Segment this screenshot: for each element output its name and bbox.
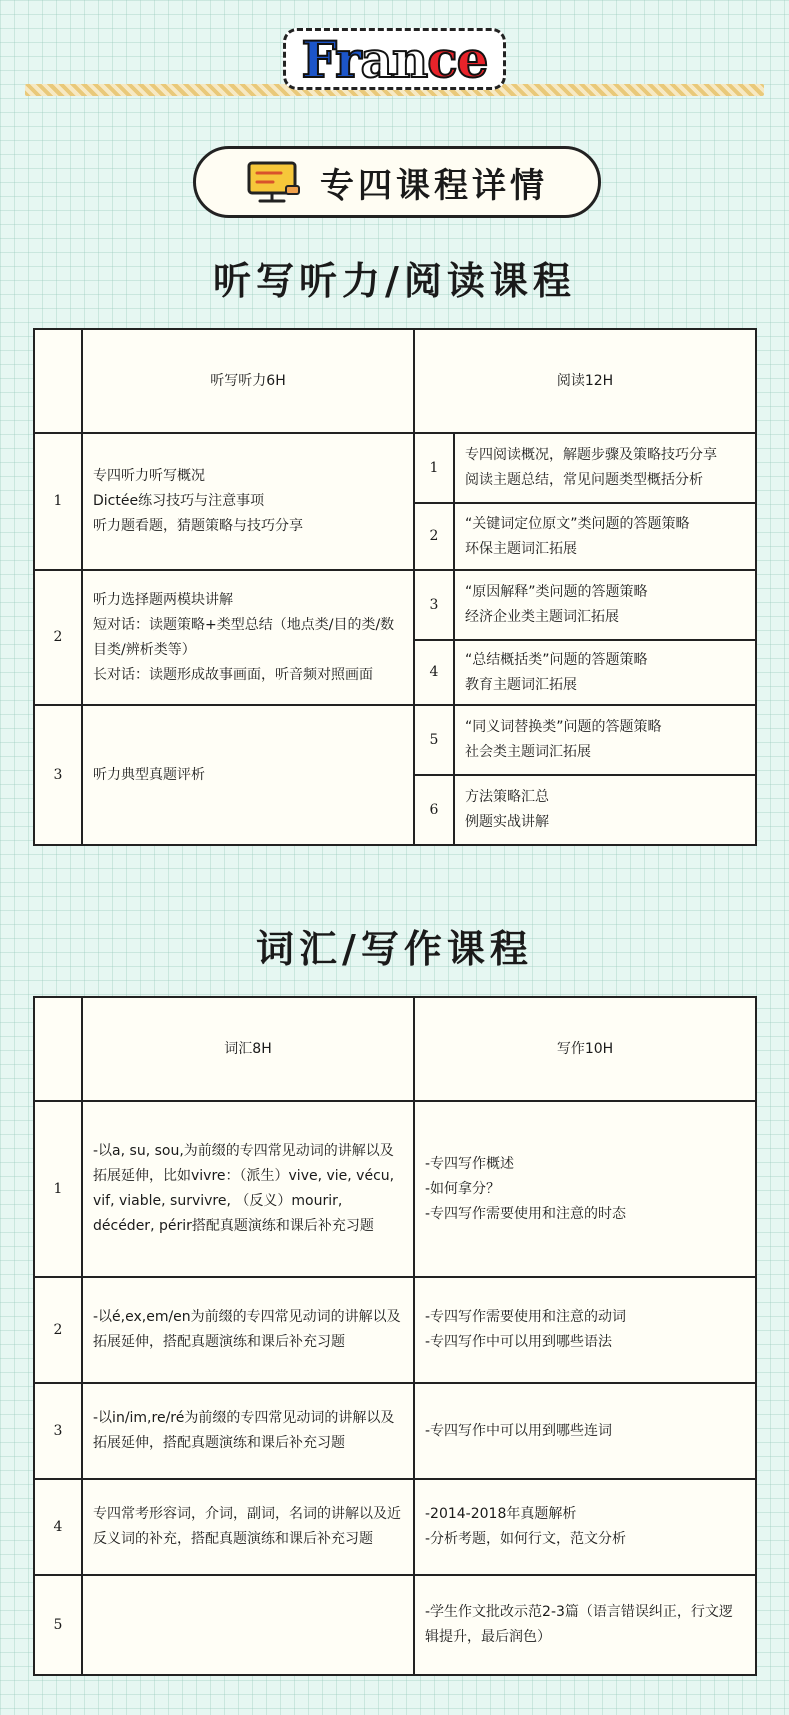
listening-reading-table <box>33 328 757 846</box>
reading-row-content: 方法策略汇总 例题实战讲解 <box>454 775 756 845</box>
logo-text-part2: an <box>360 30 428 89</box>
reading-row-number: 4 <box>414 640 454 705</box>
vocab-row-number: 3 <box>34 1383 82 1479</box>
reading-row-content: “原因解释”类问题的答题策略 经济企业类主题词汇拓展 <box>454 570 756 640</box>
reading-header: 阅读12H <box>414 329 756 433</box>
writing-row-content: -专四写作概述 -如何拿分？ -专四写作需要使用和注意的时态 <box>414 1101 756 1277</box>
table2-corner-cell <box>34 997 82 1101</box>
listening-row-number: 3 <box>34 705 82 845</box>
reading-row-number: 5 <box>414 705 454 775</box>
writing-row-content: -专四写作需要使用和注意的动词 -专四写作中可以用到哪些语法 <box>414 1277 756 1383</box>
writing-header: 写作10H <box>414 997 756 1101</box>
heading-listening-reading: 听写听力/阅读课程 <box>213 259 576 303</box>
section-title: 专四课程详情 <box>320 165 548 206</box>
table1-corner-cell <box>34 329 82 433</box>
reading-row-number: 2 <box>414 503 454 570</box>
vocab-row-content: -以in/im,re/ré为前缀的专四常见动词的讲解以及拓展延伸，搭配真题演练和课后补充习题 <box>82 1383 414 1479</box>
vocab-row-number: 1 <box>34 1101 82 1277</box>
listening-row-number: 2 <box>34 570 82 705</box>
vocab-row-content: 专四常考形容词，介词，副词，名词的讲解以及近反义词的补充，搭配真题演练和课后补充习题 <box>82 1479 414 1575</box>
vocab-writing-table <box>33 996 757 1676</box>
vocab-row-number: 5 <box>34 1575 82 1675</box>
listening-row-content: 听力典型真题评析 <box>82 705 414 845</box>
reading-row-number: 1 <box>414 433 454 503</box>
vocab-row-content: -以a, su, sou,为前缀的专四常见动词的讲解以及拓展延伸，比如vivre：（派生）vive, vie, vécu, vif, viable, survivre, （反义）mourir, décéder, périr搭配真题演练和课后补充习题 <box>82 1101 414 1277</box>
vocab-header: 词汇8H <box>82 997 414 1101</box>
blackboard-icon <box>246 160 302 204</box>
reading-row-content: “关键词定位原文”类问题的答题策略 环保主题词汇拓展 <box>454 503 756 570</box>
listening-row-content: 专四听力听写概况 Dictée练习技巧与注意事项 听力题看题，猜题策略与技巧分享 <box>82 433 414 570</box>
vocab-row-content <box>82 1575 414 1675</box>
reading-row-content: “同义词替换类”问题的答题策略 社会类主题词汇拓展 <box>454 705 756 775</box>
reading-row-content: 专四阅读概况，解题步骤及策略技巧分享 阅读主题总结，常见问题类型概括分析 <box>454 433 756 503</box>
vocab-row-number: 2 <box>34 1277 82 1383</box>
listening-row-number: 1 <box>34 433 82 570</box>
reading-row-content: “总结概括类”问题的答题策略 教育主题词汇拓展 <box>454 640 756 705</box>
logo-text-part3: ce <box>427 30 488 89</box>
heading-vocab-writing: 词汇/写作课程 <box>256 927 533 971</box>
france-logo <box>283 28 507 90</box>
vocab-row-number: 4 <box>34 1479 82 1575</box>
logo-text-part1: Fr <box>301 30 361 89</box>
writing-row-content: -2014-2018年真题解析 -分析考题，如何行文，范文分析 <box>414 1479 756 1575</box>
listening-row-content: 听力选择题两模块讲解 短对话：读题策略+类型总结（地点类/目的类/数目类/辨析类等） 长对话：读题形成故事画面，听音频对照画面 <box>82 570 414 705</box>
writing-row-content: -专四写作中可以用到哪些连词 <box>414 1383 756 1479</box>
writing-row-content: -学生作文批改示范2-3篇（语言错误纠正，行文逻辑提升，最后润色） <box>414 1575 756 1675</box>
reading-row-number: 6 <box>414 775 454 845</box>
reading-row-number: 3 <box>414 570 454 640</box>
vocab-row-content: -以é,ex,em/en为前缀的专四常见动词的讲解以及拓展延伸，搭配真题演练和课后补充习题 <box>82 1277 414 1383</box>
listening-header: 听写听力6H <box>82 329 414 433</box>
section-title-pill <box>193 146 601 218</box>
